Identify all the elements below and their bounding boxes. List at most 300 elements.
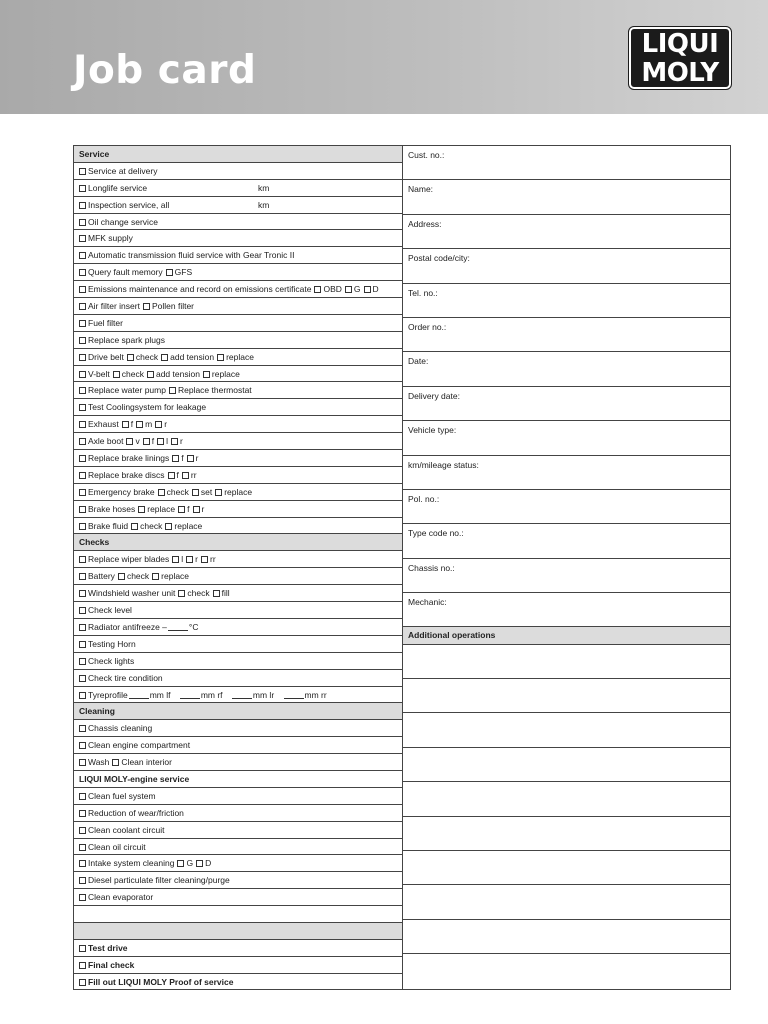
option-checkbox[interactable] [172,455,179,462]
checkbox[interactable] [79,658,86,665]
service-label: Check level [88,605,132,616]
checkbox[interactable] [79,438,86,445]
option-label: rr [190,469,197,480]
service-row [74,484,402,501]
option [157,436,168,446]
service-label: Wash [88,757,110,768]
checkbox[interactable] [79,979,86,986]
option [217,352,254,362]
option-label: f [181,453,184,464]
checkbox[interactable] [79,945,86,952]
service-row [74,349,402,366]
service-label: Diesel particulate filter cleaning/purge [88,875,230,886]
option-label: GFS [174,267,193,278]
option-checkbox[interactable] [186,556,193,563]
checkbox[interactable] [79,337,86,344]
option [171,436,183,446]
option-checkbox[interactable] [345,286,352,293]
service-row [74,653,402,670]
option-label: replace [226,351,254,362]
section-title: Service [79,149,110,159]
service-label: MFK supply [88,233,133,244]
option-checkbox[interactable] [168,472,175,479]
service-label: Drive belt [88,351,124,362]
option [122,419,133,429]
option [143,301,194,311]
checkbox[interactable] [79,894,86,901]
section-header [74,534,402,551]
checkbox[interactable] [79,252,86,259]
option [201,554,216,564]
service-row [74,450,402,467]
service-label: Exhaust [88,419,119,430]
option [112,757,172,767]
option-label: check [126,571,150,582]
option [165,521,202,531]
option-checkbox[interactable] [201,556,208,563]
checkbox[interactable] [79,371,86,378]
service-row [74,433,402,450]
option-label: replace [224,486,253,497]
unit-label: mm lr [252,689,277,700]
option-checkbox[interactable] [127,354,134,361]
service-row [74,298,402,315]
service-label: Query fault memory [88,267,163,278]
service-row [74,805,402,822]
option-label: replace [161,571,190,582]
option [187,453,199,463]
option-checkbox[interactable] [158,489,165,496]
section-header [403,627,730,644]
service-row [74,163,402,180]
checkbox[interactable] [79,556,86,563]
option-label: replace [211,368,240,379]
field-label: Pol. no.: [408,493,440,504]
service-row [74,382,402,399]
service-row [74,957,402,974]
info-field[interactable] [403,920,730,954]
info-field[interactable] [403,249,730,283]
checkbox[interactable] [79,624,86,631]
option-label: Replace thermostat [177,385,252,396]
option-checkbox[interactable] [178,506,185,513]
section-header [74,146,402,163]
service-row [74,585,402,602]
option-label: add tension [170,351,215,362]
service-label: Replace water pump [88,385,166,396]
info-field[interactable] [403,679,730,713]
field-label: Mechanic: [408,597,447,608]
option [213,588,230,598]
service-label: Clean oil circuit [88,841,146,852]
option-checkbox[interactable] [203,371,210,378]
option-checkbox[interactable] [215,489,222,496]
checkbox[interactable] [79,387,86,394]
service-row [74,602,402,619]
section-title: Checks [79,537,110,548]
checkbox[interactable] [79,455,86,462]
info-field[interactable] [403,782,730,816]
service-label: Automatic transmission fluid service with Gear Tronic II [88,250,295,261]
service-label: Replace brake discs [88,469,165,480]
option [186,554,198,564]
service-row [74,855,402,872]
field-label: Order no.: [408,321,447,332]
checkbox[interactable] [79,844,86,851]
service-row [74,518,402,535]
service-row [74,754,402,771]
option-label: G [186,858,194,869]
option-checkbox[interactable] [112,759,119,766]
option-label: r [195,453,199,464]
service-row [74,180,402,197]
option [178,588,209,598]
option-label: m [145,419,153,430]
checkbox[interactable] [79,793,86,800]
info-field[interactable] [403,645,730,679]
checkbox[interactable] [79,860,86,867]
option-checkbox[interactable] [147,371,154,378]
logo-line-2: MOLY [641,58,719,88]
section-title: Cleaning [79,706,115,717]
option-checkbox[interactable] [213,590,220,597]
option-checkbox[interactable] [136,421,143,428]
option-label: rr [210,554,216,565]
service-label: Replace brake linings [88,453,170,464]
field-label: Address: [408,218,442,229]
option [172,453,183,463]
option [127,352,158,362]
option-label: replace [147,503,176,514]
field-label: Cust. no.: [408,150,445,160]
option-label: r [195,554,199,565]
service-label: Chassis cleaning [88,723,153,734]
option [166,267,192,277]
info-field[interactable] [403,559,730,593]
option-label: fill [221,588,230,599]
checkbox[interactable] [79,759,86,766]
option [126,436,139,446]
option [172,554,183,564]
service-row [74,551,402,568]
field-label: Date: [408,356,429,367]
liqui-moly-logo [629,27,731,89]
service-label: Windshield washer unit [88,588,176,599]
option-checkbox[interactable] [169,387,176,394]
service-label: Radiator antifreeze – [88,621,167,632]
service-row [74,315,402,332]
option-checkbox[interactable] [157,438,164,445]
service-row [74,788,402,805]
option-label: check [187,588,210,599]
checkbox[interactable] [79,489,86,496]
checkbox[interactable] [79,523,86,530]
service-row [74,416,402,433]
option-label: r [201,503,205,514]
option-checkbox[interactable] [178,590,185,597]
info-field[interactable] [403,851,730,885]
field-label: km/mileage status: [408,459,479,470]
option-checkbox[interactable] [165,523,172,530]
option [169,385,252,395]
option-checkbox[interactable] [122,421,129,428]
info-field[interactable] [403,421,730,455]
service-row [74,889,402,906]
service-row [74,839,402,856]
unit-label: km [258,199,270,210]
option-label: Clean interior [121,757,172,768]
option-label: v [135,436,140,447]
job-card-form [73,145,731,990]
option-label: l [166,436,168,447]
checkbox[interactable] [79,590,86,597]
unit-label: km [258,182,270,193]
service-label: Service at delivery [88,165,158,176]
info-field[interactable] [403,318,730,352]
service-label: Clean fuel system [88,790,156,801]
service-row [74,670,402,687]
checkbox[interactable] [79,810,86,817]
service-row [74,974,402,991]
service-label: Tyreprofile [88,689,128,700]
fill-in-blank[interactable] [284,691,304,699]
service-label: Oil change service [88,216,158,227]
section-title: Additional operations [408,630,496,641]
option-checkbox[interactable] [217,354,224,361]
checkbox[interactable] [79,725,86,732]
option-label: OBD [323,284,342,295]
option-checkbox[interactable] [193,506,200,513]
option [215,487,252,497]
service-row [74,822,402,839]
info-field[interactable] [403,593,730,627]
option-checkbox[interactable] [182,472,189,479]
field-label: Type code no.: [408,528,464,539]
checkbox[interactable] [79,219,86,226]
option [203,369,240,379]
service-label: Check tire condition [88,672,163,683]
fill-in-blank[interactable] [180,691,200,699]
checkbox[interactable] [79,607,86,614]
option-checkbox[interactable] [143,438,150,445]
service-label: Fill out LIQUI MOLY Proof of service [88,976,234,987]
option [138,504,175,514]
unit-label: mm rr [304,689,327,700]
field-label: Vehicle type: [408,425,457,436]
checkbox[interactable] [79,202,86,209]
option [113,369,144,379]
service-row [74,264,402,281]
option-label: f [130,419,134,430]
checkbox[interactable] [79,303,86,310]
option [182,470,197,480]
field-label: Delivery date: [408,390,460,401]
option [192,487,212,497]
checkbox[interactable] [79,742,86,749]
checkbox[interactable] [79,472,86,479]
fill-in-blank[interactable] [129,691,149,699]
checkbox[interactable] [79,269,86,276]
option [158,487,189,497]
field-label: Tel. no.: [408,287,438,298]
option-label: check [140,520,163,531]
option-checkbox[interactable] [314,286,321,293]
service-row [74,687,402,704]
checkbox[interactable] [79,320,86,327]
service-row [74,568,402,585]
service-row [74,737,402,754]
option-checkbox[interactable] [192,489,199,496]
option [168,470,179,480]
info-field[interactable] [403,748,730,782]
checkbox[interactable] [79,506,86,513]
option [131,521,162,531]
logo-line-1: LIQUI [641,29,719,59]
section-header [74,923,402,940]
option-checkbox[interactable] [138,506,145,513]
option-checkbox[interactable] [155,421,162,428]
checkbox[interactable] [79,877,86,884]
option-checkbox[interactable] [126,438,133,445]
service-label: Inspection service, all [88,199,170,210]
service-row [74,214,402,231]
option-label: D [205,858,212,869]
option-label: check [135,351,159,362]
service-row [74,619,402,636]
section-header [74,771,402,788]
option-label: set [200,486,213,497]
info-field[interactable] [403,524,730,558]
service-row [74,230,402,247]
checkbox[interactable] [79,354,86,361]
field-label: Postal code/city: [408,253,470,264]
info-field[interactable] [403,954,730,988]
option [143,436,154,446]
option-checkbox[interactable] [152,573,159,580]
unit-label: mm lf [149,689,173,700]
checkbox[interactable] [79,641,86,648]
option-checkbox[interactable] [161,354,168,361]
checkbox[interactable] [79,168,86,175]
info-field[interactable] [403,284,730,318]
info-field[interactable] [403,215,730,249]
info-field[interactable] [403,713,730,747]
option [364,284,379,294]
service-row [74,366,402,383]
option-label: r [164,419,168,430]
option [314,284,341,294]
checkbox[interactable] [79,185,86,192]
option-checkbox[interactable] [131,523,138,530]
unit-label: °C [188,621,199,632]
checkbox[interactable] [79,827,86,834]
checkbox[interactable] [79,421,86,428]
option [178,504,189,514]
checkbox[interactable] [79,404,86,411]
option [118,571,149,581]
service-label: Brake hoses [88,503,136,514]
service-label: Longlife service [88,182,148,193]
service-row [74,332,402,349]
checkbox[interactable] [79,286,86,293]
service-label: Intake system cleaning [88,858,175,869]
service-label: Clean coolant circuit [88,824,165,835]
option-checkbox[interactable] [364,286,371,293]
option-label: f [176,469,179,480]
service-row [74,906,402,923]
customer-column [403,146,730,989]
info-field[interactable] [403,490,730,524]
option-label: D [372,284,379,295]
service-row [74,399,402,416]
checkbox[interactable] [79,962,86,969]
service-row [74,467,402,484]
service-label: Fuel filter [88,317,123,328]
service-label: Axle boot [88,436,124,447]
option [161,352,214,362]
fill-in-blank[interactable] [168,623,188,631]
option [147,369,200,379]
option-checkbox[interactable] [166,269,173,276]
service-row [74,872,402,889]
option-label: Pollen filter [151,301,195,312]
option [177,858,193,868]
option-label: check [166,486,189,497]
checkbox[interactable] [79,235,86,242]
option-checkbox[interactable] [143,303,150,310]
info-field[interactable] [403,146,730,180]
option-label: check [121,368,144,379]
option-label: f [151,436,155,447]
option [155,419,167,429]
checkbox[interactable] [79,675,86,682]
page-title: Job card [73,48,257,93]
checkbox[interactable] [79,573,86,580]
info-field[interactable] [403,817,730,851]
service-label: Brake fluid [88,520,129,531]
option-checkbox[interactable] [177,860,184,867]
checkbox[interactable] [79,692,86,699]
unit-label: mm rf [200,689,225,700]
info-field[interactable] [403,885,730,919]
service-label: Testing Horn [88,638,136,649]
service-label: Replace wiper blades [88,554,170,565]
info-field[interactable] [403,387,730,421]
header-banner [0,0,768,114]
service-row [74,636,402,653]
service-label: Emergency brake [88,486,155,497]
option-checkbox[interactable] [171,438,178,445]
option-checkbox[interactable] [187,455,194,462]
info-field[interactable] [403,456,730,490]
info-field[interactable] [403,180,730,214]
info-field[interactable] [403,352,730,386]
service-row [74,281,402,298]
option-checkbox[interactable] [196,860,203,867]
services-column [74,146,403,989]
service-label: Final check [88,959,135,970]
fill-in-blank[interactable] [232,691,252,699]
option-label: add tension [155,368,200,379]
service-label: Test drive [88,942,128,953]
option-checkbox[interactable] [113,371,120,378]
service-label: Air filter insert [88,301,140,312]
option-label: replace [174,520,203,531]
option-checkbox[interactable] [118,573,125,580]
option-checkbox[interactable] [172,556,179,563]
option-label: f [187,503,190,514]
option [152,571,189,581]
